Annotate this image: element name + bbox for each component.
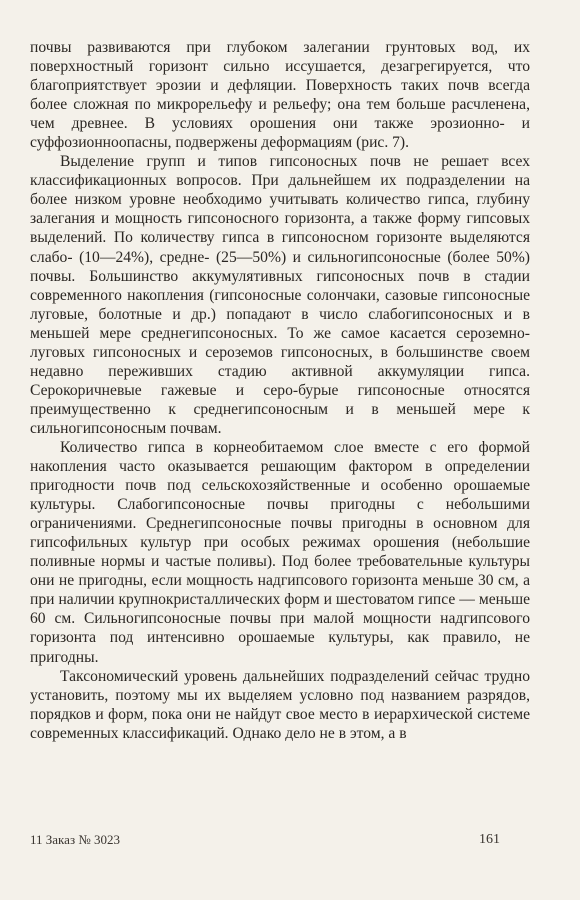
printer-signature: 11 Заказ № 3023 [30,832,120,847]
paragraph: Количество гипса в корнеобитаемом слое вместе с его формой накопления часто оказывается решающим фактором в определении пригодности почв под сельскохозяйственные и особенно орошаемые культуры. Слабогипсоносные почвы пригодны с небольшими ограничениями. Среднегипсоносные почвы пригодны в основном для гипсофильных культур при особых режимах орошения (небольшие поливные нормы и частые поливы). Под более требовательные культуры они не пригодны, если мощность надгипсового горизонта меньше 30 см, а при наличии крупнокристаллических форм и шестоватом гипсе — меньше 60 см. Сильногипсоносные почвы при малой мощности надгипсового горизонта под интенсивно орошаемые культуры, как правило, не пригодны. [30,438,530,666]
paragraph: Выделение групп и типов гипсоносных почв не решает всех классификационных вопросов. При дальнейшем их подразделении на более низком уровне необходимо учитывать количество гипса, глубину залегания и мощность гипсоносного горизонта, а также форму гипсовых выделений. По количеству гипса в гипсоносном горизонте выделяются слабо- (10—24%), средне- (25—50%) и сильногипсоносные (более 50%) почвы. Большинство аккумулятивных гипсоносных почв в стадии современного накопления (гипсоносные солончаки, сазовые гипсоносные луговые, болотные и др.) попадают в число слабогипсоносных и в меньшей мере среднегипсоносных. То же самое касается сероземно-луговых гипсоносных и сероземов гипсоносных, в большинстве своем недавно переживших стадию активной аккумуляции гипса. Серокоричневые гажевые и серо-бурые гипсоносные относятся преимущественно к среднегипсоносным и в меньшей мере к сильногипсоносным почвам. [30,153,530,437]
page-number: 161 [479,832,500,847]
paragraph-continuation: почвы развиваются при глубоком залегании грунтовых вод, их поверхностный горизонт сильно иссушается, дезагрегируется, что благоприятствует эрозии и дефляции. Поверхность таких почв всегда более сложная по микрорельефу и рельефу; она тем больше расчленена, чем древнее. В условиях орошения они также эрозионно- и суффозионноопасны, подвержены деформациям (рис. 7). [30,39,530,152]
paragraph: Таксономический уровень дальнейших подразделений сейчас трудно установить, поэтому мы их выделяем условно под названием разрядов, порядков и форм, пока они не найдут свое место в иерархической системе современных классификаций. Однако дело не в этом, а в [30,667,530,742]
body-text [30,38,530,743]
